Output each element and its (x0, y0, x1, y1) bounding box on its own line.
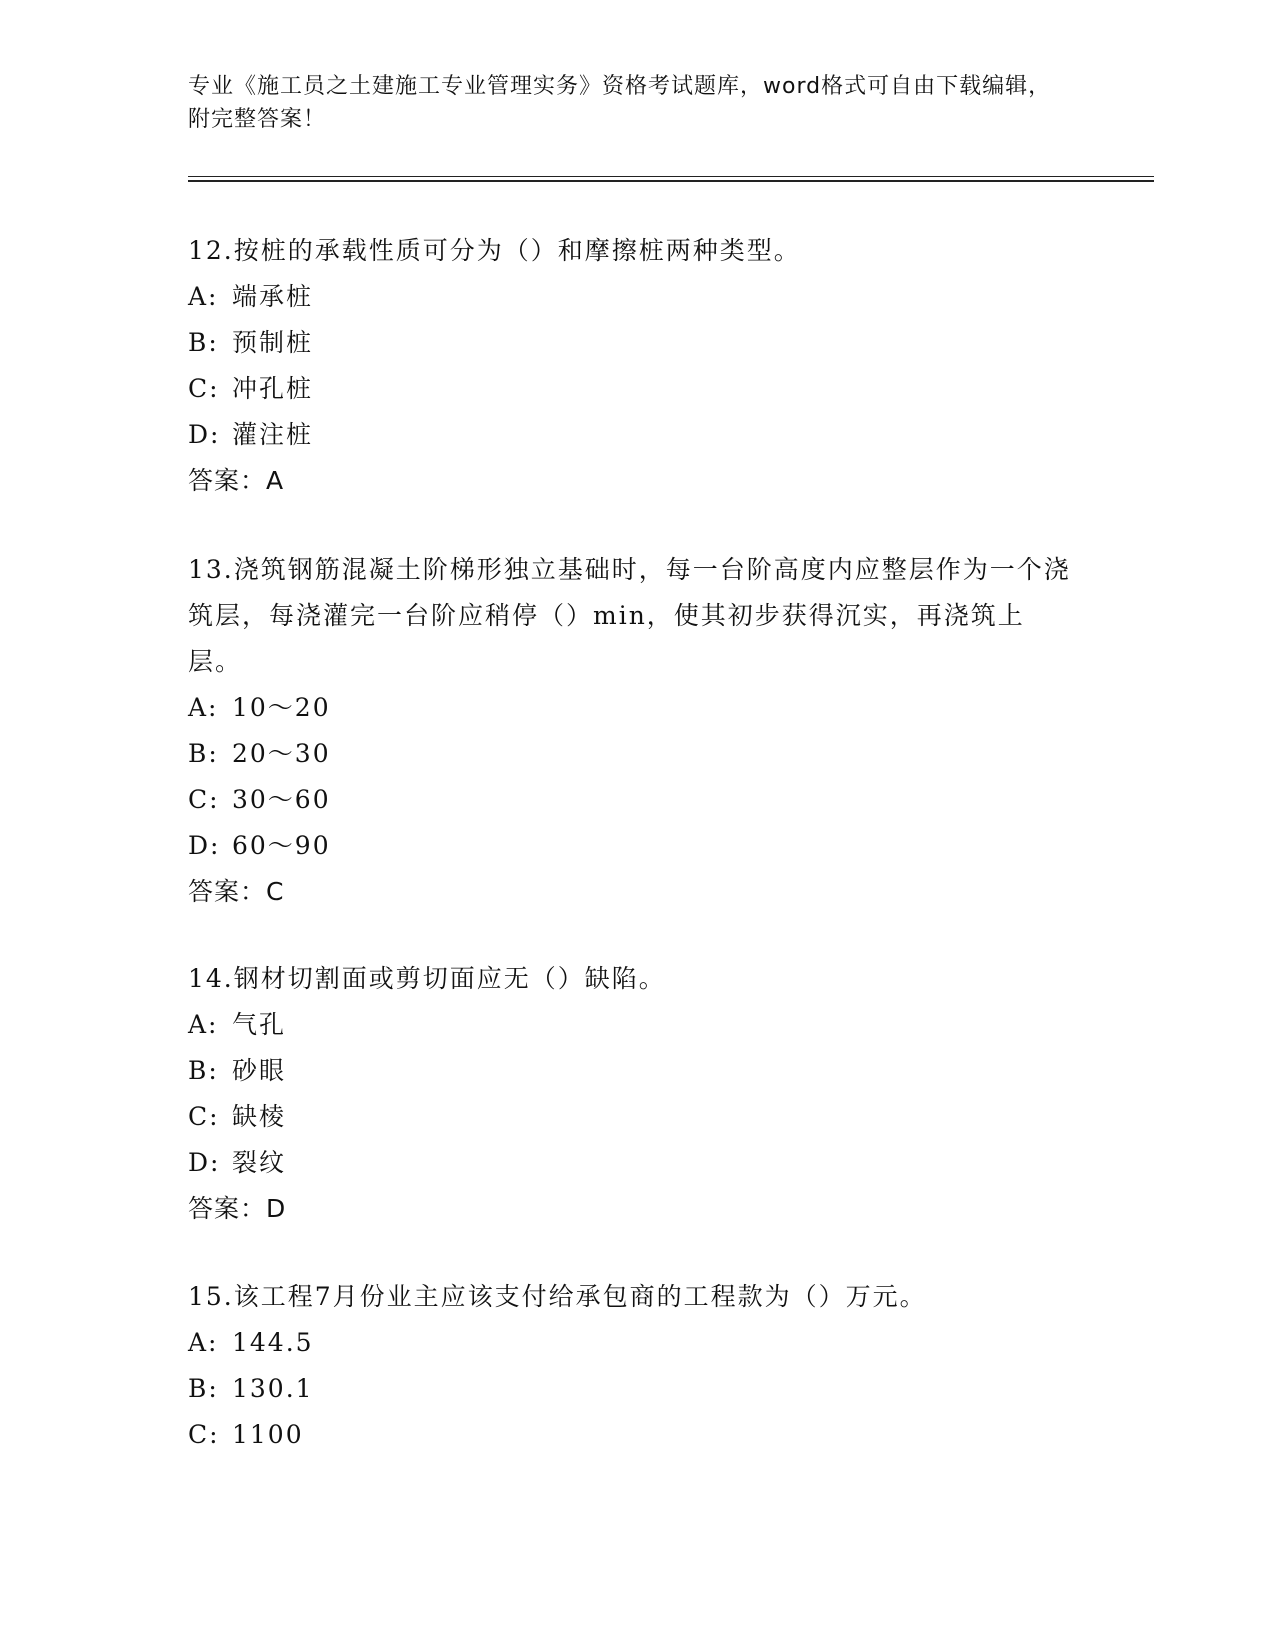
option-c (188, 777, 1078, 823)
option-label: C: (188, 374, 220, 403)
document-header: 专业《施工员之土建施工专业管理实务》资格考试题库，word格式可自由下载编辑，附完整答案！ (188, 74, 1052, 132)
answer: 答案：A (188, 466, 285, 495)
question-15 (188, 1274, 1078, 1458)
option-text: 144.5 (232, 1328, 314, 1357)
option-label: B: (188, 1056, 219, 1085)
option-text: 砂眼 (232, 1056, 287, 1085)
option-a (188, 685, 1078, 731)
question-14 (188, 956, 1078, 1232)
option-text: 灌注桩 (232, 420, 314, 449)
option-c (188, 1094, 1078, 1140)
option-label: B: (188, 739, 219, 768)
option-label: D: (188, 420, 221, 449)
option-b (188, 320, 1078, 366)
header-divider-thin (188, 176, 1154, 177)
option-text: 10～20 (232, 693, 331, 722)
answer: 答案：D (188, 1194, 287, 1223)
option-text: 裂纹 (232, 1148, 287, 1177)
answer: 答案：C (188, 877, 285, 906)
option-label: A: (188, 693, 219, 722)
question-13 (188, 547, 1078, 915)
option-c (188, 366, 1078, 412)
question-stem: 14.钢材切割面或剪切面应无（）缺陷。 (188, 964, 666, 993)
option-text: 预制桩 (232, 328, 314, 357)
option-d (188, 823, 1078, 869)
option-label: B: (188, 328, 219, 357)
question-stem: 15.该工程7月份业主应该支付给承包商的工程款为（）万元。 (188, 1282, 927, 1311)
option-d (188, 412, 1078, 458)
option-text: 60～90 (232, 831, 331, 860)
option-a (188, 274, 1078, 320)
option-text: 1100 (232, 1420, 304, 1449)
option-label: B: (188, 1374, 219, 1403)
option-label: C: (188, 1420, 220, 1449)
option-label: C: (188, 1102, 220, 1131)
option-b (188, 1366, 1078, 1412)
option-text: 缺棱 (232, 1102, 287, 1131)
option-b (188, 731, 1078, 777)
option-d (188, 1140, 1078, 1186)
option-label: A: (188, 1010, 219, 1039)
header-divider-thick (188, 180, 1154, 182)
option-c (188, 1412, 1078, 1458)
option-text: 20～30 (232, 739, 331, 768)
option-a (188, 1320, 1078, 1366)
option-a (188, 1002, 1078, 1048)
option-text: 端承桩 (232, 282, 314, 311)
question-stem: 13.浇筑钢筋混凝土阶梯形独立基础时，每一台阶高度内应整层作为一个浇筑层，每浇灌完一台阶应稍停（）min，使其初步获得沉实，再浇筑上层。 (188, 555, 1071, 676)
option-label: A: (188, 1328, 219, 1357)
option-text: 气孔 (232, 1010, 287, 1039)
option-label: D: (188, 1148, 221, 1177)
option-text: 30～60 (232, 785, 331, 814)
question-stem: 12.按桩的承载性质可分为（）和摩擦桩两种类型。 (188, 236, 801, 265)
option-label: D: (188, 831, 221, 860)
option-label: C: (188, 785, 220, 814)
option-b (188, 1048, 1078, 1094)
option-text: 130.1 (232, 1374, 314, 1403)
option-label: A: (188, 282, 219, 311)
question-12 (188, 228, 1078, 504)
option-text: 冲孔桩 (232, 374, 314, 403)
